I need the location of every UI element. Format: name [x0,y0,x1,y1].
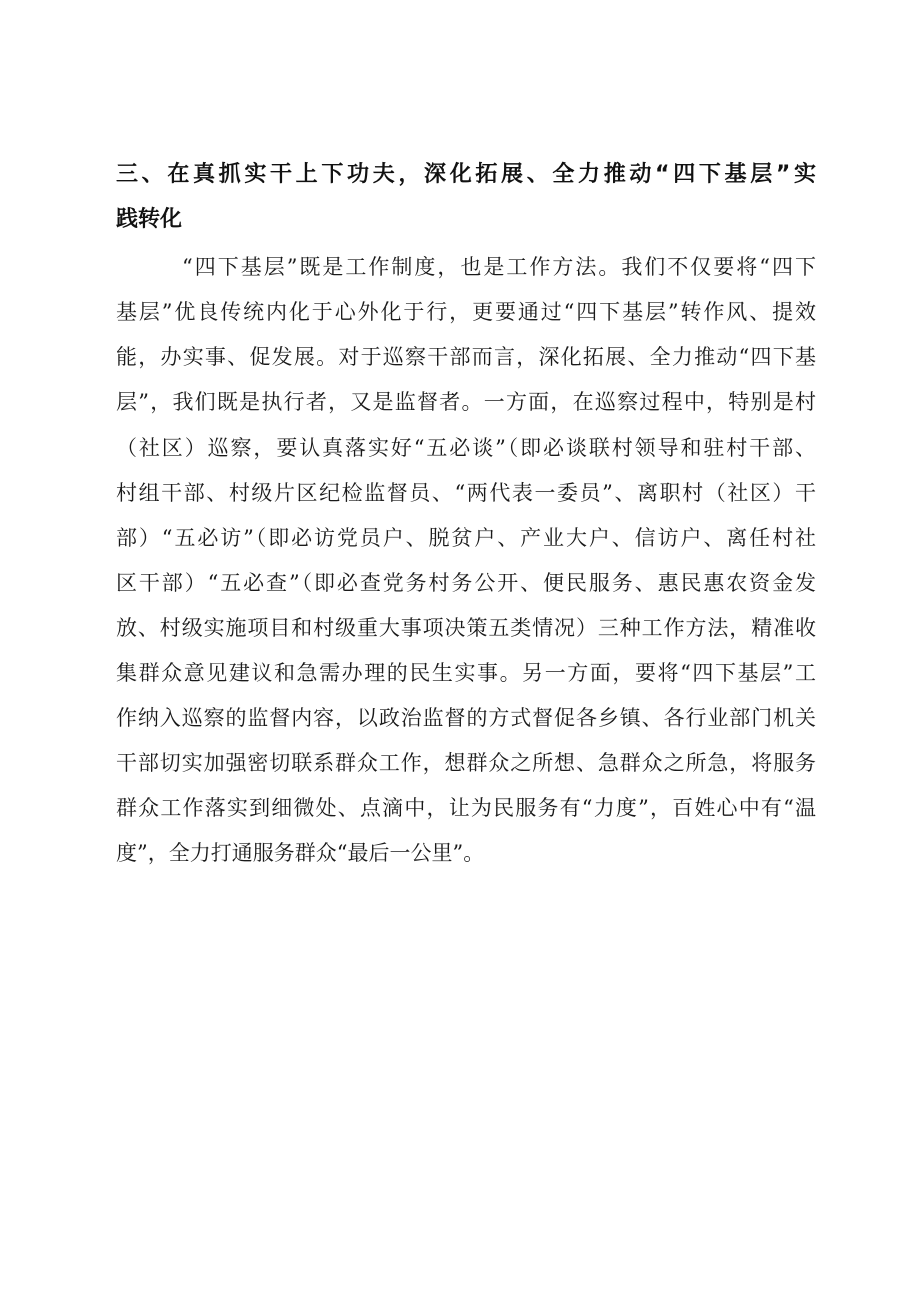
section-heading-line-2: 践转化 [116,207,183,232]
body-line-5: （社区）巡察，要认真落实好“五必谈”（即必谈联村领导和驻村干部、 [116,436,816,460]
body-line-10: 集群众意见建议和急需办理的民生实事。另一方面，要将“四下基层”工 [116,661,816,685]
body-line-3: 能，办实事、促发展。对于巡察干部而言，深化拓展、全力推动“四下基 [116,345,816,369]
section-heading-line-1: 三、在真抓实干上下功夫，深化拓展、全力推动“四下基层”实 [116,162,816,187]
body-line-9: 放、村级实施项目和村级重大事项决策五类情况）三种工作方法，精准收 [116,616,816,640]
body-line-7: 部）“五必访”（即必访党员户、脱贫户、产业大户、信访户、离任村社 [116,526,816,550]
body-line-4: 层”，我们既是执行者，又是监督者。一方面，在巡察过程中，特别是村 [116,390,816,414]
body-line-2: 基层”优良传统内化于心外化于行，更要通过“四下基层”转作风、提效 [116,300,816,324]
body-line-14: 度”，全力打通服务群众“最后一公里”。 [116,841,485,865]
body-line-1: “四下基层”既是工作制度，也是工作方法。我们不仅要将“四下 [182,255,816,279]
body-line-11: 作纳入巡察的监督内容，以政治监督的方式督促各乡镇、各行业部门机关 [116,706,816,730]
body-line-8: 区干部）“五必查”（即必查党务村务公开、便民服务、惠民惠农资金发 [116,571,816,595]
body-line-12: 干部切实加强密切联系群众工作，想群众之所想、急群众之所急，将服务 [116,751,816,775]
body-line-6: 村组干部、村级片区纪检监督员、“两代表一委员”、离职村（社区）干 [116,481,816,505]
body-line-13: 群众工作落实到细微处、点滴中，让为民服务有“力度”，百姓心中有“温 [116,796,816,820]
